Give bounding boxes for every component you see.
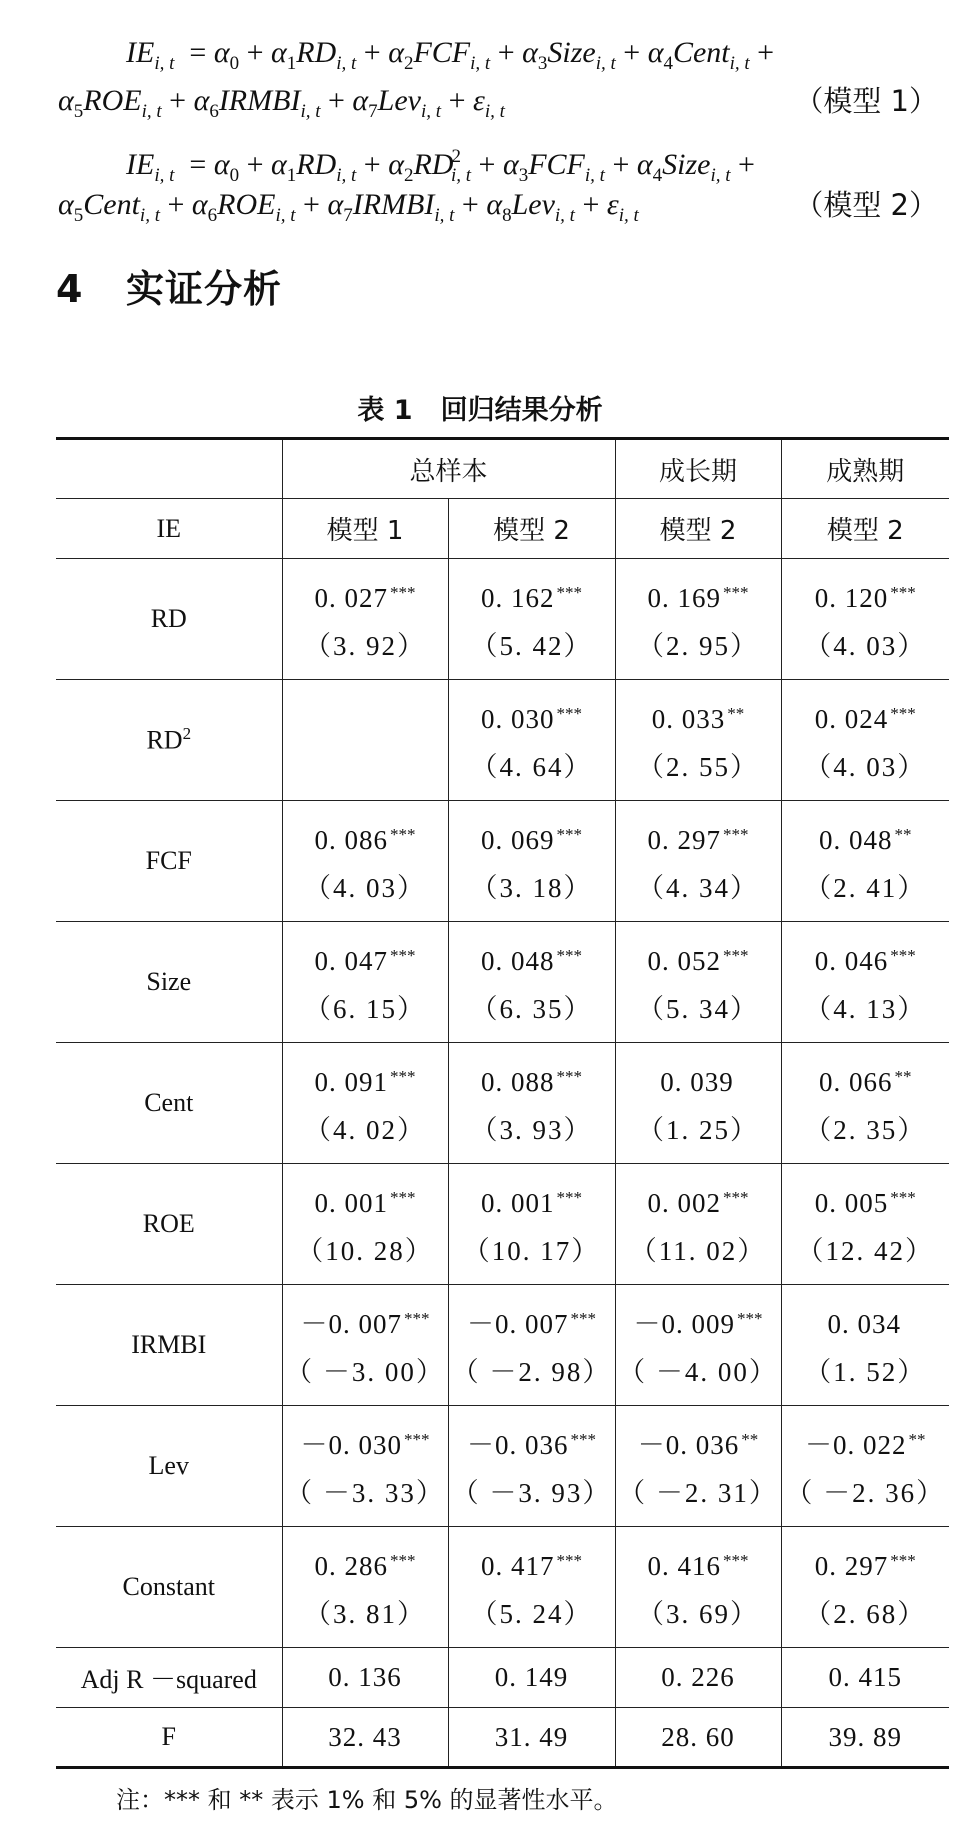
model-header: 模型 2	[448, 499, 615, 559]
coefficient-line	[616, 690, 781, 743]
t-statistic: （ －3. 93）	[451, 1477, 612, 1508]
coefficient-value: 0. 001	[481, 1187, 555, 1218]
coefficient-cell	[781, 1285, 949, 1406]
model2-tag: （模型 2）	[794, 188, 938, 222]
t-statistic: （2. 68）	[804, 1598, 927, 1629]
coefficient-line	[616, 1416, 781, 1469]
variable-label: IRMBI	[131, 1330, 207, 1359]
t-statistic: （ －3. 33）	[285, 1477, 445, 1508]
coefficient-value: 0. 039	[660, 1066, 734, 1097]
coefficient-cell	[448, 1285, 615, 1406]
significance-stars: ***	[890, 582, 916, 602]
variable-name	[56, 801, 282, 922]
coefficient-value: 0. 066	[819, 1066, 893, 1097]
t-statistic: （4. 02）	[304, 1114, 426, 1145]
t-statistic: （ －4. 00）	[618, 1356, 778, 1387]
f-statistic-row	[56, 1708, 949, 1768]
significance-stars: ***	[890, 1187, 916, 1207]
f-value: 39. 89	[781, 1708, 949, 1768]
variable-label: RD	[150, 604, 187, 633]
coefficient-value: －0. 036	[637, 1429, 740, 1460]
significance-stars: ***	[404, 1308, 430, 1328]
coefficient-cell	[282, 559, 448, 680]
coefficient-line	[616, 1537, 781, 1590]
coefficient-cell	[282, 1406, 448, 1527]
coefficient-line	[616, 569, 781, 622]
t-statistic: （11. 02）	[629, 1235, 767, 1266]
significance-stars: ***	[890, 703, 916, 723]
coefficient-cell	[448, 801, 615, 922]
coefficient-cell	[615, 1527, 781, 1648]
significance-stars: ***	[556, 703, 582, 723]
coefficient-line	[782, 932, 950, 985]
table-label: 表 1	[357, 395, 413, 426]
significance-stars: ***	[723, 945, 749, 965]
group-header-row	[56, 439, 949, 499]
coefficient-line	[616, 1174, 781, 1227]
coefficient-cell	[781, 1406, 949, 1527]
coefficient-line	[616, 1053, 781, 1106]
coefficient-cell	[282, 1043, 448, 1164]
significance-stars: ***	[556, 824, 582, 844]
t-statistic: （3. 93）	[470, 1114, 593, 1145]
coefficient-value: 0. 417	[481, 1550, 555, 1581]
significance-stars: ***	[556, 1550, 582, 1570]
coefficient-line	[782, 1053, 950, 1106]
coefficient-line	[616, 1295, 781, 1348]
f-value: 28. 60	[615, 1708, 781, 1768]
squared-superscript: 2	[182, 724, 192, 744]
coefficient-value: 0. 169	[647, 582, 721, 613]
variable-name	[56, 1285, 282, 1406]
variable-label: Size	[146, 967, 192, 996]
coefficient-line	[782, 690, 950, 743]
section-heading	[56, 258, 282, 313]
coefficient-value: 0. 047	[314, 945, 388, 976]
coefficient-value: 0. 088	[481, 1066, 555, 1097]
coefficient-line	[449, 811, 615, 864]
significance-stars: ***	[390, 824, 416, 844]
t-statistic: （3. 81）	[304, 1598, 426, 1629]
table-row	[56, 680, 949, 801]
coefficient-cell	[615, 1164, 781, 1285]
significance-stars: ***	[556, 1066, 582, 1086]
coefficient-line	[449, 1174, 615, 1227]
coefficient-value: －0. 007	[467, 1308, 569, 1339]
t-statistic: （2. 41）	[804, 872, 927, 903]
coefficient-line	[449, 569, 615, 622]
significance-stars: ***	[723, 1187, 749, 1207]
coefficient-value: 0. 034	[827, 1308, 901, 1339]
adj-r-squared-row	[56, 1648, 949, 1708]
coefficient-line	[782, 1537, 950, 1590]
coefficient-value: 0. 048	[481, 945, 555, 976]
t-statistic: （2. 55）	[637, 751, 759, 782]
significance-stars: ***	[723, 1550, 749, 1570]
t-statistic: （3. 18）	[470, 872, 593, 903]
r2-value: 0. 149	[448, 1648, 615, 1708]
t-statistic: （ －3. 00）	[285, 1356, 445, 1387]
significance-stars: ***	[556, 582, 582, 602]
coefficient-cell	[615, 922, 781, 1043]
table-title: 回归结果分析	[440, 395, 603, 426]
coefficient-line	[782, 1174, 950, 1227]
significance-stars: ***	[390, 1187, 416, 1207]
t-statistic: （ －2. 36）	[785, 1477, 946, 1508]
coefficient-line	[782, 811, 950, 864]
variable-label: FCF	[145, 846, 192, 875]
significance-stars: ***	[556, 1187, 582, 1207]
coefficient-value: 0. 030	[481, 703, 555, 734]
t-statistic: （1. 25）	[637, 1114, 759, 1145]
variable-label: RD	[146, 725, 183, 755]
coefficient-value: 0. 046	[814, 945, 889, 976]
coefficient-value: 0. 162	[481, 582, 555, 613]
variable-name: F	[56, 1708, 282, 1768]
coefficient-cell	[615, 559, 781, 680]
header-growth: 成长期	[615, 439, 781, 499]
significance-stars: ***	[390, 582, 416, 602]
coefficient-value: 0. 297	[647, 824, 721, 855]
variable-label: Lev	[148, 1451, 189, 1480]
coefficient-cell	[615, 801, 781, 922]
t-statistic: （5. 24）	[470, 1598, 593, 1629]
coefficient-cell	[781, 922, 949, 1043]
header-mature: 成熟期	[781, 439, 949, 499]
coefficient-value: 0. 005	[814, 1187, 889, 1218]
significance-stars: ***	[390, 1066, 416, 1086]
model-header: 模型 2	[781, 499, 949, 559]
coefficient-line	[449, 690, 615, 743]
coefficient-value: －0. 009	[633, 1308, 735, 1339]
coefficient-line	[782, 1416, 950, 1469]
significance-stars: ***	[890, 945, 916, 965]
significance-stars: **	[894, 1066, 912, 1086]
model1-equation-line2: $\alpha_5ROE_{i, t}$ + $\alpha_6IRMBI_{i, t} + \alpha_7Lev_{i, t} + \varepsilon_{i, t}$ （模型 1）	[58, 78, 938, 135]
t-statistic: （ －2. 31）	[618, 1477, 778, 1508]
model-header-row	[56, 499, 949, 559]
variable-name	[56, 922, 282, 1043]
coefficient-cell	[781, 559, 949, 680]
significance-stars: ***	[723, 824, 749, 844]
t-statistic: （4. 03）	[804, 630, 927, 661]
coefficient-line	[449, 1537, 615, 1590]
coefficient-value: 0. 033	[651, 703, 726, 734]
coefficient-line	[449, 1295, 615, 1348]
table-row	[56, 1527, 949, 1648]
r2-value: 0. 136	[282, 1648, 448, 1708]
coefficient-cell	[781, 1043, 949, 1164]
significance-stars: ***	[890, 1550, 916, 1570]
variable-label: Constant	[122, 1572, 215, 1601]
coefficient-value: 0. 001	[314, 1187, 388, 1218]
coefficient-cell	[781, 680, 949, 801]
significance-stars: **	[727, 703, 745, 723]
coefficient-line	[782, 1295, 950, 1348]
table-row	[56, 922, 949, 1043]
variable-name	[56, 559, 282, 680]
coefficient-cell	[615, 680, 781, 801]
coefficient-line	[616, 811, 781, 864]
row-header-ie: IE	[56, 499, 282, 559]
coefficient-value: 0. 416	[647, 1550, 721, 1581]
coefficient-line	[283, 1174, 448, 1227]
coefficient-value: 0. 024	[814, 703, 889, 734]
model2-equation-line1: $IE_{i, t} = \alpha_0 + \alpha_1RD_{i, t} + \alpha_2RD^2_{i, t} + \alpha_3FCF_{i, t}$ + $\alpha_4Size_{i, t}$ +	[126, 146, 755, 186]
coefficient-line	[283, 811, 448, 864]
coefficient-value: －0. 022	[805, 1429, 907, 1460]
coefficient-cell	[781, 1527, 949, 1648]
table-row	[56, 1164, 949, 1285]
significance-stars: ***	[723, 582, 749, 602]
r2-value: 0. 415	[781, 1648, 949, 1708]
t-statistic: （6. 35）	[470, 993, 593, 1024]
coefficient-cell	[781, 1164, 949, 1285]
table-row	[56, 1285, 949, 1406]
model1-equation-line1: $IE_{i, t} = \alpha_0 + \alpha_1RD_{i, t} + \alpha_2FCF_{i, t}$ + $\alpha_3Size_{i, t}$ + $\alpha_4Cent_{i, t}$ +	[126, 36, 775, 74]
table-caption	[0, 388, 960, 427]
corner-cell	[56, 439, 282, 499]
variable-name	[56, 680, 282, 801]
significance-stars: ***	[556, 945, 582, 965]
coefficient-line	[449, 1416, 615, 1469]
t-statistic: （12. 42）	[796, 1235, 934, 1266]
significance-stars: **	[908, 1429, 926, 1449]
t-statistic: （10. 28）	[296, 1235, 434, 1266]
section-title: 实证分析	[126, 267, 283, 311]
r2-value: 0. 226	[615, 1648, 781, 1708]
coefficient-value: －0. 030	[300, 1429, 402, 1460]
t-statistic: （6. 15）	[304, 993, 426, 1024]
coefficient-value: 0. 286	[314, 1550, 388, 1581]
t-statistic: （4. 03）	[804, 751, 927, 782]
table-row	[56, 1406, 949, 1527]
f-value: 31. 49	[448, 1708, 615, 1768]
coefficient-value: 0. 027	[314, 582, 388, 613]
coefficient-cell	[282, 801, 448, 922]
variable-name	[56, 1527, 282, 1648]
coefficient-line	[283, 1416, 448, 1469]
header-total-sample: 总样本	[282, 439, 615, 499]
table-row	[56, 559, 949, 680]
t-statistic: （3. 69）	[637, 1598, 759, 1629]
coefficient-cell	[615, 1285, 781, 1406]
t-statistic: （ －2. 98）	[451, 1356, 612, 1387]
variable-name	[56, 1164, 282, 1285]
coefficient-cell	[615, 1406, 781, 1527]
table-row	[56, 801, 949, 922]
variable-name	[56, 1406, 282, 1527]
t-statistic: （4. 13）	[804, 993, 927, 1024]
t-statistic: （4. 03）	[304, 872, 426, 903]
coefficient-cell	[282, 1164, 448, 1285]
significance-stars: **	[894, 824, 912, 844]
t-statistic: （5. 34）	[637, 993, 759, 1024]
coefficient-value: 0. 048	[819, 824, 893, 855]
coefficient-value: －0. 007	[300, 1308, 402, 1339]
coefficient-cell	[282, 922, 448, 1043]
coefficient-cell	[448, 1527, 615, 1648]
model-header: 模型 2	[615, 499, 781, 559]
coefficient-value: 0. 086	[314, 824, 388, 855]
coefficient-cell	[448, 1406, 615, 1527]
model-header: 模型 1	[282, 499, 448, 559]
coefficient-value: 0. 002	[647, 1187, 721, 1218]
coefficient-value: 0. 091	[314, 1066, 388, 1097]
variable-label: Cent	[144, 1088, 194, 1117]
coefficient-value: －0. 036	[467, 1429, 569, 1460]
significance-stars: ***	[390, 945, 416, 965]
t-statistic: （4. 64）	[470, 751, 593, 782]
t-statistic: （10. 17）	[462, 1235, 601, 1266]
coefficient-cell	[282, 1527, 448, 1648]
t-statistic: （4. 34）	[637, 872, 759, 903]
coefficient-line	[283, 569, 448, 622]
coefficient-value: 0. 297	[814, 1550, 889, 1581]
coefficient-cell	[448, 559, 615, 680]
model2-equation-line2: $\alpha_5Cent_{i, t} + \alpha_6ROE_{i, t}$ + $\alpha_7IRMBI_{i, t} + \alpha_8Lev_{i, t} + \varepsilon_{i, t}$ （模型 2）	[58, 182, 938, 239]
t-statistic: （2. 35）	[804, 1114, 927, 1145]
coefficient-line	[283, 1295, 448, 1348]
coefficient-cell	[448, 680, 615, 801]
significance-stars: ***	[404, 1429, 430, 1449]
coefficient-value: 0. 052	[647, 945, 721, 976]
f-value: 32. 43	[282, 1708, 448, 1768]
coefficient-value: 0. 120	[814, 582, 889, 613]
model1-tag: （模型 1）	[794, 84, 938, 118]
variable-name: Adj R －squared	[56, 1648, 282, 1708]
coefficient-line	[283, 1537, 448, 1590]
variable-name	[56, 1043, 282, 1164]
t-statistic: （1. 52）	[804, 1356, 927, 1387]
coefficient-cell	[282, 680, 448, 801]
coefficient-cell	[781, 801, 949, 922]
section-number: 4	[56, 267, 84, 311]
t-statistic: （5. 42）	[470, 630, 593, 661]
coefficient-cell	[282, 1285, 448, 1406]
coefficient-value: 0. 069	[481, 824, 555, 855]
coefficient-cell	[448, 922, 615, 1043]
coefficient-line	[782, 569, 950, 622]
significance-stars: ***	[570, 1308, 596, 1328]
significance-stars: **	[741, 1429, 759, 1449]
t-statistic: （2. 95）	[637, 630, 759, 661]
coefficient-line	[449, 1053, 615, 1106]
coefficient-cell	[448, 1164, 615, 1285]
coefficient-line	[616, 932, 781, 985]
coefficient-cell	[448, 1043, 615, 1164]
table-note: 注：*** 和 ** 表示 1% 和 5% 的显著性水平。	[116, 1786, 618, 1814]
regression-table	[56, 437, 949, 1769]
t-statistic: （3. 92）	[304, 630, 426, 661]
variable-label: ROE	[142, 1209, 195, 1238]
significance-stars: ***	[570, 1429, 596, 1449]
significance-stars: ***	[737, 1308, 763, 1328]
coefficient-line	[283, 932, 448, 985]
coefficient-cell	[615, 1043, 781, 1164]
coefficient-line	[283, 1053, 448, 1106]
coefficient-line	[449, 932, 615, 985]
significance-stars: ***	[390, 1550, 416, 1570]
table-row	[56, 1043, 949, 1164]
